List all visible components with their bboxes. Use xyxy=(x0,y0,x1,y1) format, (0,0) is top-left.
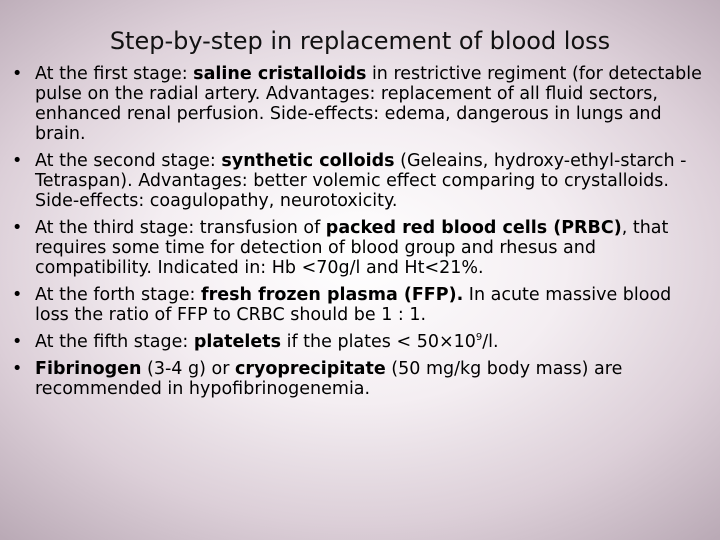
bullet-text: in restrictive regiment (for detectable pulse on the radial artery. Advantages: replacement of all fluid sectors, enhanced renal perfusion. Side-effects: edema, dangerous in lungs and brain. xyxy=(35,64,702,144)
bullet-text: At the third stage: transfusion of xyxy=(35,218,326,238)
bullet-text: In acute massive blood loss the ratio of FFP to CRBC should be 1 : 1. xyxy=(35,285,672,325)
bullet-dot-icon: • xyxy=(12,218,23,238)
bullet-bold-term: cryoprecipitate xyxy=(234,359,386,379)
bullet-dot-icon: • xyxy=(12,285,23,305)
exponent: 9 xyxy=(475,332,483,344)
bullet-bold-term: Fibrinogen xyxy=(35,359,142,379)
bullet-dot-icon: • xyxy=(12,359,23,379)
bullet-item-stage-2 xyxy=(12,151,702,211)
bullet-dot-icon: • xyxy=(12,332,23,352)
bullet-text: /l. xyxy=(482,332,499,352)
bullet-list xyxy=(12,64,702,406)
bullet-text: At the forth stage: xyxy=(35,285,201,305)
bullet-text: (Geleains, hydroxy-ethyl-starch - Tetraspan). Advantages: better volemic effect comparing to crystalloids. Side-effects: coagulopathy, neurotoxicity. xyxy=(35,151,687,211)
bullet-item-stage-3 xyxy=(12,218,702,278)
bullet-text: At the first stage: xyxy=(35,64,194,84)
bullet-text: , that requires some time for detection of blood group and rhesus and compatibility. Indicated in: Hb <70g/l and Ht<21%. xyxy=(35,218,669,278)
bullet-item-stage-1 xyxy=(12,64,702,144)
bullet-item-stage-4 xyxy=(12,285,702,325)
bullet-text: (50 mg/kg body mass) are recommended in hypofibrinogenemia. xyxy=(35,359,623,399)
bullet-bold-term: saline cristalloids xyxy=(193,64,367,84)
bullet-text: if the plates < 50×10 xyxy=(281,332,476,352)
slide-title: Step-by-step in replacement of blood loss xyxy=(109,27,611,55)
bullet-bold-term: fresh frozen plasma (FFP). xyxy=(201,285,464,305)
bullet-item-stage-5 xyxy=(12,332,702,352)
bullet-text: At the second stage: xyxy=(35,151,222,171)
bullet-item-fibrinogen xyxy=(12,359,702,399)
bullet-text: At the fifth stage: xyxy=(35,332,194,352)
bullet-dot-icon: • xyxy=(12,151,23,171)
bullet-dot-icon: • xyxy=(12,64,23,84)
bullet-bold-term: platelets xyxy=(193,332,282,352)
bullet-bold-term: synthetic colloids xyxy=(221,151,395,171)
bullet-text: (3-4 g) or xyxy=(141,359,235,379)
bullet-bold-term: packed red blood cells (PRBC) xyxy=(325,218,622,238)
